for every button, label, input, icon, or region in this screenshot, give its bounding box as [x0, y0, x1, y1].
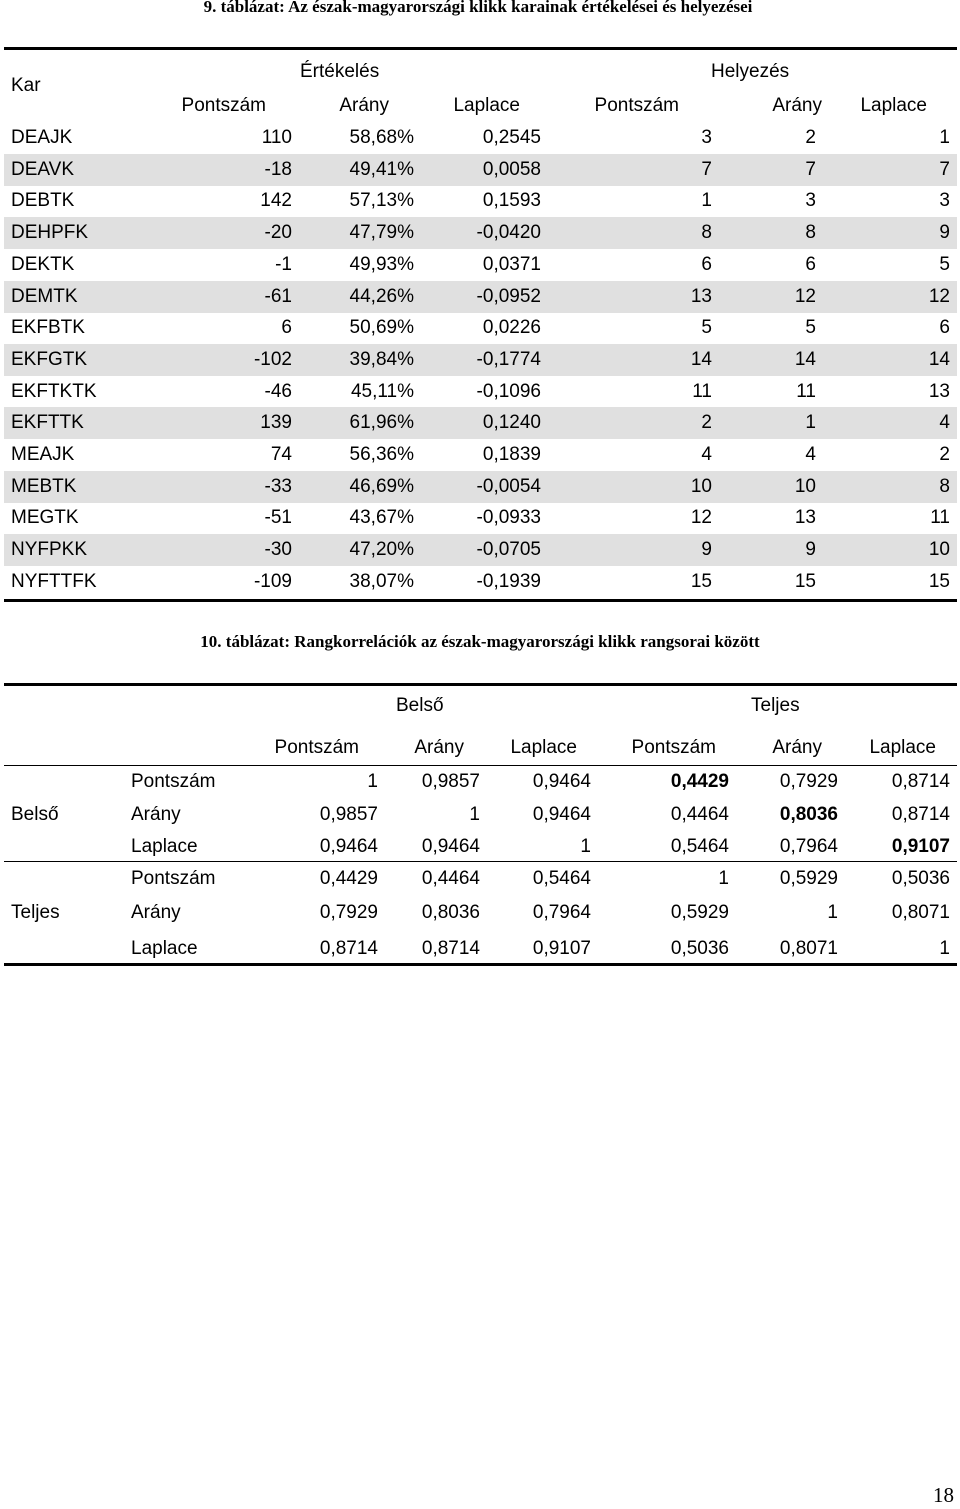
table2-group-header-teljes: Teljes: [751, 695, 800, 716]
table1-row: [4, 154, 957, 186]
table1-cell: 142: [260, 190, 292, 212]
table1-cell: 49,93%: [349, 253, 414, 275]
table1-cell: 4: [939, 412, 950, 434]
table1-cell: 0,2545: [482, 127, 541, 148]
table1-cell: -18: [264, 158, 292, 180]
table2-cell: 0,4429: [319, 868, 378, 889]
table2-header: [4, 690, 957, 766]
table1-cell: -30: [264, 539, 292, 561]
table1-cell: 8: [939, 475, 950, 497]
table1-cell: 47,20%: [349, 539, 414, 561]
table2-cell: 0,9857: [421, 771, 480, 792]
table2-row-name: Arány: [131, 803, 181, 825]
table2-row: [4, 933, 957, 965]
table1-row: [4, 439, 957, 471]
table2-cell: 1: [367, 771, 378, 792]
table1-cell: 7: [939, 158, 950, 180]
table2-cell: 0,9464: [319, 836, 378, 857]
table1-row-name: DEBTK: [11, 190, 75, 212]
table1-cell: 13: [794, 507, 816, 529]
table2-row-name: Pontszám: [131, 868, 216, 889]
table2-top-rule: [4, 683, 957, 686]
table1-cell: 10: [794, 475, 816, 497]
table1-cell: 2: [701, 412, 712, 434]
table1-cell: 6: [939, 317, 950, 339]
table1-cell: 39,84%: [349, 348, 414, 370]
table1-cell: 0,0226: [482, 317, 541, 339]
table1-row: [4, 312, 957, 344]
table1-cell: 8: [805, 222, 816, 244]
table1-cell: 45,11%: [350, 380, 414, 402]
table1-cell: 44,26%: [349, 285, 414, 307]
table1-cell: 6: [701, 253, 712, 275]
table1-group-header-ertekeles: Értékelés: [300, 61, 380, 82]
table2-cell: 0,9464: [421, 836, 480, 857]
table1-subheader: Arány: [772, 95, 822, 116]
table1-row: [4, 344, 957, 376]
table2-row: [4, 863, 957, 895]
table2-subheader: Pontszám: [274, 737, 359, 758]
table1-cell: 14: [690, 348, 712, 370]
table1-cell: -33: [264, 475, 292, 497]
table1-group-header-helyezes: Helyezés: [711, 61, 790, 82]
table2-row-name: Laplace: [131, 836, 198, 857]
table1-row-name: MEGTK: [11, 507, 79, 529]
table2-cell: 0,8714: [319, 938, 378, 959]
table1-row-name: MEAJK: [11, 444, 75, 465]
table1-cell: -0,0705: [476, 539, 541, 561]
table1-cell: 1: [939, 127, 950, 148]
table2-cell: 0,5929: [779, 868, 838, 889]
table1-row: [4, 407, 957, 439]
table1-cell: 6: [805, 253, 816, 275]
table1-cell: 0,1839: [482, 444, 541, 465]
table2-cell: 0,5464: [670, 836, 729, 857]
table1-row-name: NYFTTFK: [11, 570, 97, 592]
table1-row-name: EKFTTK: [11, 412, 84, 434]
table1-cell: 15: [690, 570, 712, 592]
table1-cell: 139: [260, 412, 292, 434]
table1-cell: 8: [701, 222, 712, 244]
table2-block-label: Teljes: [11, 902, 60, 923]
table2-cell: 0,8036: [421, 902, 480, 923]
table1-cell: 1: [805, 412, 816, 434]
table1-subheader: Arány: [339, 95, 389, 116]
table2-cell: 0,7929: [319, 902, 378, 923]
table2-subheader: Laplace: [510, 737, 577, 758]
table1-cell: 9: [939, 222, 950, 244]
table1-cell: 0,1593: [482, 190, 541, 212]
table2-cell: 0,8036: [779, 803, 838, 825]
table2-row: [4, 799, 957, 831]
table1-cell: 61,96%: [349, 412, 414, 434]
table2-cell: 0,5464: [532, 868, 591, 889]
table1-row-name: EKFTKTK: [11, 380, 97, 402]
table2-cell: 0,9464: [532, 771, 591, 792]
table2-cell: 0,4464: [421, 868, 480, 889]
table1-cell: 7: [805, 158, 816, 180]
table1-cell: -0,1096: [476, 380, 541, 402]
table1-cell: 43,67%: [349, 507, 414, 529]
table1-row: [4, 534, 957, 566]
table1-row-name: EKFBTK: [11, 317, 85, 339]
page-number: 18: [933, 1483, 954, 1507]
table1-cell: 6: [281, 317, 292, 339]
table1-cell: 0,1240: [482, 412, 541, 434]
table2-body: [4, 766, 957, 966]
table2-cell: 0,8071: [891, 902, 950, 923]
table1-subheader: Pontszám: [181, 95, 266, 116]
table1-cell: 11: [796, 380, 816, 402]
table2-cell: 0,9107: [532, 938, 591, 959]
table2-subheader: Arány: [414, 737, 464, 758]
table1-cell: 11: [930, 507, 950, 529]
table1-cell: 38,07%: [349, 570, 414, 592]
table1-cell: -0,1939: [476, 570, 541, 592]
table1-cell: 3: [701, 127, 712, 148]
table1-cell: -0,0054: [476, 475, 541, 497]
table1-cell: 47,79%: [349, 222, 414, 244]
table1-cell: 5: [805, 317, 816, 339]
table1-cell: 13: [690, 285, 712, 307]
table1-cell: 13: [928, 380, 950, 402]
table2-cell: 0,8714: [421, 938, 480, 959]
table2-bottom-rule: [4, 963, 957, 966]
table1-cell: 14: [794, 348, 816, 370]
table1-row: [4, 217, 957, 249]
table2-subheader: Laplace: [869, 737, 936, 758]
table1-row-name: NYFPKK: [11, 539, 88, 561]
table2-cell: 0,7964: [779, 836, 838, 857]
table1-cell: -61: [264, 285, 292, 307]
table1-cell: 12: [928, 285, 950, 307]
table1-row: [4, 185, 957, 217]
table2-cell: 0,5929: [670, 902, 729, 923]
table2-cell: 1: [827, 902, 838, 923]
table1-cell: 57,13%: [349, 190, 414, 212]
table1-cell: 15: [794, 570, 816, 592]
table1-cell: 1: [701, 190, 712, 212]
table1-row: [4, 122, 957, 154]
table1-cell: -20: [264, 222, 292, 244]
table1-cell: 11: [692, 380, 712, 402]
table1-cell: 49,41%: [349, 158, 414, 180]
table1-cell: 74: [270, 444, 292, 465]
table1-caption: 9. táblázat: Az észak-magyarországi klikk karainak értékelései és helyezései: [203, 0, 753, 16]
table1-cell: -109: [253, 570, 292, 592]
table2-cell: 0,4429: [670, 771, 729, 792]
table2-cell: 0,9107: [891, 836, 950, 857]
table2-block-label: Belső: [11, 803, 59, 825]
table2-cell: 0,8071: [779, 938, 838, 959]
table1-body: [4, 122, 957, 602]
table2-caption: 10. táblázat: Rangkorrelációk az észak-magyarországi klikk rangsorai között: [200, 632, 760, 651]
table1-cell: -1: [275, 253, 292, 275]
table2-cell: 0,4464: [670, 803, 729, 825]
table1-row-name: EKFGTK: [11, 348, 88, 370]
table1-row: [4, 249, 957, 281]
table1-row: [4, 376, 957, 408]
table1-row: [4, 281, 957, 313]
table2-cell: 0,7929: [779, 771, 838, 792]
table1-cell: -0,1774: [476, 348, 541, 370]
table1-row-name: MEBTK: [11, 475, 77, 497]
table2-cell: 0,7964: [532, 902, 591, 923]
table2-cell: 1: [469, 803, 480, 825]
table1-subheader: Laplace: [453, 95, 520, 116]
table1-cell: 4: [701, 444, 712, 465]
table2-row-name: Laplace: [131, 938, 198, 959]
table2-cell: 0,5036: [891, 868, 950, 889]
table1-cell: 4: [805, 444, 816, 465]
table1-cell: 56,36%: [349, 444, 414, 465]
table1-cell: -102: [253, 348, 292, 370]
table2-subheader: Arány: [772, 737, 822, 758]
table1-cell: 110: [261, 127, 292, 148]
table1-cell: 0,0058: [482, 158, 541, 180]
table1-cell: 10: [928, 539, 950, 561]
table1-cell: 58,68%: [349, 127, 414, 148]
table2-group-header-belso: Belső: [396, 695, 444, 716]
table1-cell: 15: [928, 570, 950, 592]
table1-cell: 50,69%: [349, 317, 414, 339]
table1-row-name: DEAJK: [11, 127, 73, 148]
table1-cell: -51: [264, 507, 292, 529]
table1-cell: 3: [939, 190, 950, 212]
table1-cell: 14: [928, 348, 950, 370]
table2-cell: 0,5036: [670, 938, 729, 959]
table1-bottom-rule: [4, 599, 957, 602]
table2-row: [4, 897, 957, 929]
table2-cell: 1: [718, 868, 729, 889]
table1-cell: 9: [805, 539, 816, 561]
table1-cell: 0,0371: [482, 253, 541, 275]
table1-row-name: DEHPFK: [11, 222, 89, 244]
table1-cell: 10: [690, 475, 712, 497]
table1-cell: 2: [805, 127, 816, 148]
table1-row-name: DEMTK: [11, 285, 78, 307]
table2-row: [4, 766, 957, 798]
table1-row-name: DEAVK: [11, 158, 75, 180]
table1-cell: 12: [794, 285, 816, 307]
table2-cell: 0,8714: [891, 803, 950, 825]
table1-row-name: DEKTK: [11, 253, 75, 275]
table1-cell: -0,0933: [476, 507, 541, 529]
table2-subheader: Pontszám: [631, 737, 716, 758]
table2-cell: 0,9464: [532, 803, 591, 825]
table1-cell: 5: [701, 317, 712, 339]
table1-cell: 7: [701, 158, 712, 180]
table2-row-name: Pontszám: [131, 771, 216, 792]
table1-cell: -46: [264, 380, 292, 402]
table1-cell: 5: [939, 253, 950, 275]
table2-row-name: Arány: [131, 902, 181, 923]
table2-cell: 0,9857: [319, 803, 378, 825]
table1-top-rule: [4, 47, 957, 50]
table1-cell: 12: [690, 507, 712, 529]
table1-corner-header: Kar: [11, 75, 41, 96]
table1-cell: -0,0420: [476, 222, 541, 244]
table1-row: [4, 471, 957, 503]
table2-row: [4, 831, 957, 863]
table2-cell: 0,8714: [891, 771, 950, 792]
table2-block-divider: [4, 861, 957, 862]
table1-row: [4, 502, 957, 534]
table1-row: [4, 566, 957, 598]
table1-header: [4, 56, 957, 120]
table1-cell: 9: [701, 539, 712, 561]
table1-subheader: Laplace: [860, 95, 927, 116]
table2-cell: 1: [580, 836, 591, 857]
table1-cell: 46,69%: [349, 475, 414, 497]
table1-cell: -0,0952: [476, 285, 541, 307]
table2-cell: 1: [939, 938, 950, 959]
table1-cell: 2: [939, 444, 950, 465]
table1-cell: 3: [805, 190, 816, 212]
table1-subheader: Pontszám: [594, 95, 679, 116]
